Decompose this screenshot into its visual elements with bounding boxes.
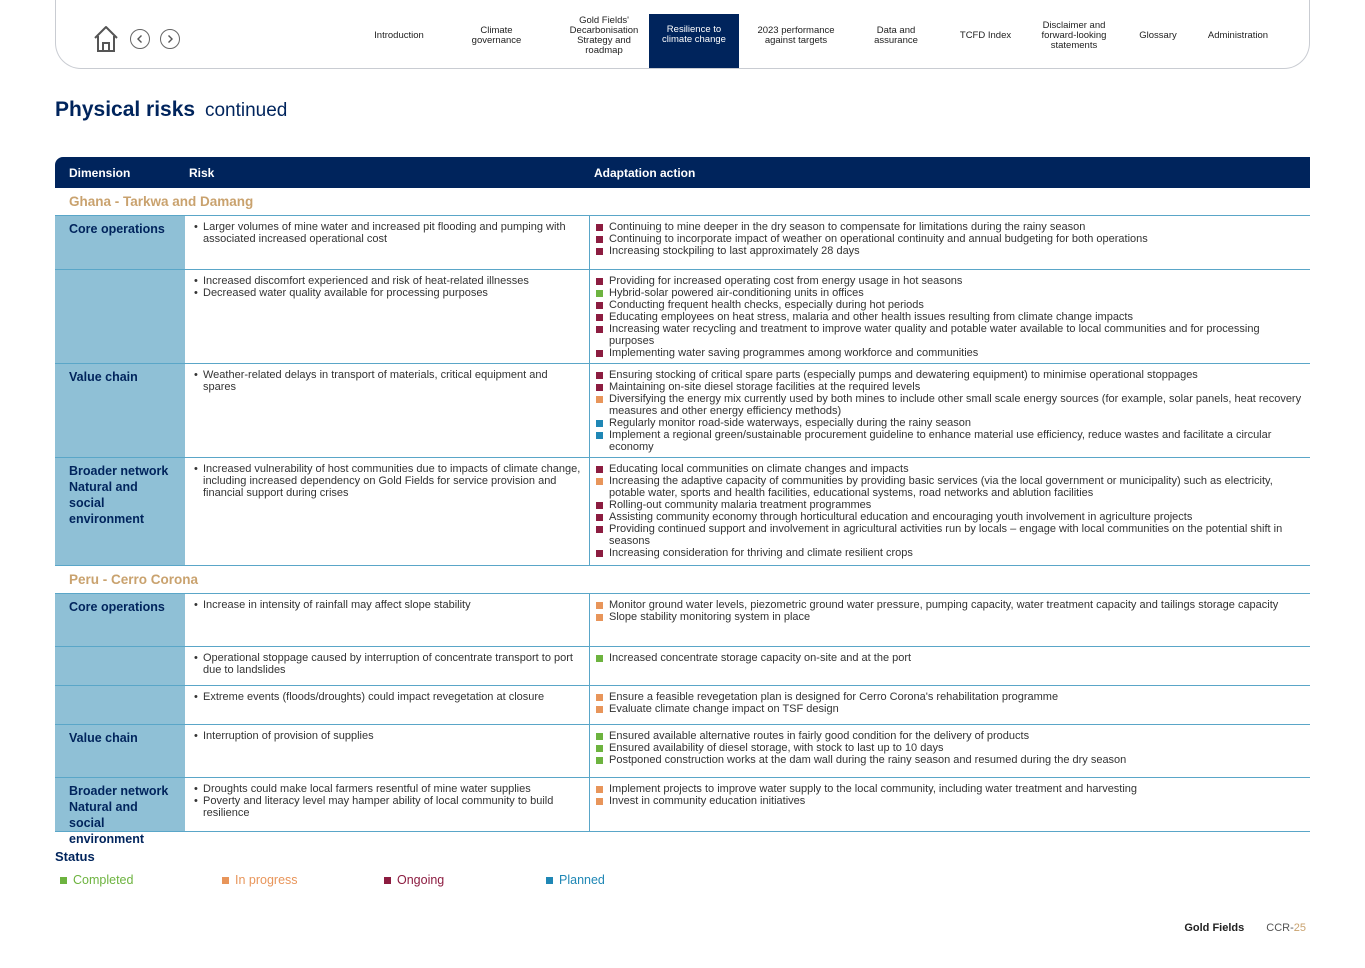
action-item	[596, 287, 1304, 299]
dimension-cell	[55, 686, 185, 724]
nav-tabs	[364, 14, 1276, 68]
action-text: Maintaining on-site diesel storage facilities at the required levels	[609, 381, 921, 393]
risk-cell	[185, 364, 590, 457]
dimension-cell: Broader network Natural and social environment	[55, 458, 185, 565]
risk-list	[189, 691, 581, 703]
action-item	[596, 463, 1304, 475]
action-cell	[590, 686, 1310, 724]
page-title	[55, 98, 287, 122]
header-adaptation-action: Adaptation action	[594, 165, 696, 180]
status-square-icon	[596, 550, 603, 557]
nav-tab[interactable]: TCFD Index	[959, 30, 1012, 41]
nav-tab[interactable]: Disclaimer and forward-looking statements	[1041, 20, 1107, 51]
action-cell	[590, 458, 1310, 565]
action-item	[596, 783, 1304, 795]
status-square-icon	[596, 745, 603, 752]
dimension-cell: Core operations	[55, 216, 185, 269]
action-cell	[590, 778, 1310, 831]
page-number-prefix: CCR-	[1266, 922, 1294, 934]
action-list	[596, 369, 1304, 453]
action-list	[596, 730, 1304, 766]
status-square-icon	[596, 236, 603, 243]
risk-list	[189, 783, 581, 819]
status-square-icon	[596, 372, 603, 379]
table-row	[55, 647, 1310, 686]
risk-item: • Poverty and literacy level may hamper ability of local community to build resilience	[189, 795, 581, 819]
dimension-cell	[55, 647, 185, 685]
nav-tab[interactable]: Glossary	[1139, 30, 1177, 41]
action-list	[596, 783, 1304, 807]
table-row	[55, 270, 1310, 364]
action-cell	[590, 364, 1310, 457]
action-text: Evaluate climate change impact on TSF design	[609, 703, 839, 715]
action-text: Implementing water saving programmes among workforce and communities	[609, 347, 979, 359]
legend-label: Completed	[73, 873, 134, 887]
risk-cell	[185, 778, 590, 831]
risk-cell	[185, 594, 590, 646]
risk-cell	[185, 725, 590, 777]
status-legend	[60, 873, 708, 887]
risk-item: • Decreased water quality available for processing purposes	[189, 287, 581, 299]
nav-tab[interactable]: Administration	[1207, 30, 1269, 41]
risk-cell	[185, 270, 590, 363]
table-row	[55, 686, 1310, 725]
action-text: Assisting community economy through horticultural education and encouraging youth involvement in agriculture projects	[609, 511, 1193, 523]
action-item	[596, 323, 1304, 347]
table-row	[55, 458, 1310, 566]
risk-item: • Increased vulnerability of host communities due to impacts of climate change, including increased dependency on Gold Fields for service provision and financial support during crises	[189, 463, 581, 499]
risk-list	[189, 730, 581, 742]
status-square-icon	[596, 502, 603, 509]
action-item	[596, 221, 1304, 233]
action-item	[596, 393, 1304, 417]
nav-tab[interactable]: 2023 performance against targets	[757, 25, 835, 46]
action-list	[596, 275, 1304, 359]
action-text: Educating employees on heat stress, malaria and other health issues resulting from climate change impacts	[609, 311, 1133, 323]
risk-item: • Droughts could make local farmers resentful of mine water supplies	[189, 783, 581, 795]
risk-item: • Extreme events (floods/droughts) could impact revegetation at closure	[189, 691, 581, 703]
action-item	[596, 599, 1304, 611]
action-item	[596, 475, 1304, 499]
legend-label: Planned	[559, 873, 605, 887]
risk-list	[189, 369, 581, 393]
action-text: Continuing to mine deeper in the dry season to compensate for limitations during the rainy season	[609, 221, 1086, 233]
status-square-icon	[596, 350, 603, 357]
action-list	[596, 599, 1304, 623]
action-text: Implement a regional green/sustainable procurement guideline to enhance material use efficiency, reduce wastes and facilitate a circular economy	[609, 429, 1272, 453]
action-item	[596, 523, 1304, 547]
action-text: Slope stability monitoring system in place	[609, 611, 811, 623]
risk-cell	[185, 216, 590, 269]
status-square-icon	[596, 478, 603, 485]
table-body	[55, 188, 1310, 846]
action-item	[596, 795, 1304, 807]
page-number-value: 25	[1293, 922, 1306, 934]
action-text: Conducting frequent health checks, especially during hot periods	[609, 299, 924, 311]
header-dimension: Dimension	[69, 165, 131, 180]
action-text: Diversifying the energy mix currently used by both mines to include other small scale energy sources (for example, solar panels, heat recovery measures and other energy efficiency methods)	[609, 393, 1302, 417]
action-item	[596, 245, 1304, 257]
action-item	[596, 311, 1304, 323]
status-square-icon	[596, 224, 603, 231]
action-text: Ensuring stocking of critical spare parts (especially pumps and dewatering equipment) to minimise operational stoppages	[609, 369, 1198, 381]
status-square-icon	[596, 314, 603, 321]
dimension-cell	[55, 270, 185, 363]
risk-list	[189, 221, 581, 245]
action-text: Monitor ground water levels, piezometric ground water pressure, pumping capacity, water treatment capacity and tailings storage capacity	[609, 599, 1279, 611]
risk-list	[189, 599, 581, 611]
action-text: Rolling-out community malaria treatment programmes	[609, 499, 872, 511]
table-header	[55, 157, 1310, 188]
page-title-main: Physical risks	[55, 98, 196, 121]
action-text: Increasing the adaptive capacity of communities by providing basic services (via the local government or municipality) such as electricity, potable water, sports and health facilities, educational systems, road networks and ablution facilities	[609, 475, 1273, 499]
legend-item-completed	[60, 873, 222, 887]
status-square-icon	[596, 290, 603, 297]
action-item	[596, 233, 1304, 245]
status-square-icon	[596, 432, 603, 439]
section-title: Peru - Cerro Corona	[55, 566, 1310, 594]
action-item	[596, 299, 1304, 311]
action-item	[596, 381, 1304, 393]
action-item	[596, 703, 1304, 715]
legend-square-icon	[546, 877, 553, 884]
status-square-icon	[596, 302, 603, 309]
action-text: Increasing water recycling and treatment to improve water quality and potable water available to local communities and for processing purposes	[609, 323, 1260, 347]
action-text: Increased concentrate storage capacity on-site and at the port	[609, 652, 912, 664]
action-item	[596, 347, 1304, 359]
action-item	[596, 369, 1304, 381]
dimension-cell: Value chain	[55, 364, 185, 457]
dimension-cell: Core operations	[55, 594, 185, 646]
status-square-icon	[596, 420, 603, 427]
risk-item: • Larger volumes of mine water and increased pit flooding and pumping with associated increased operational cost	[189, 221, 581, 245]
dimension-cell: Value chain	[55, 725, 185, 777]
action-text: Providing for increased operating cost from energy usage in hot seasons	[609, 275, 963, 287]
chevron-right-icon[interactable]	[160, 29, 180, 49]
table-row	[55, 216, 1310, 270]
action-item	[596, 417, 1304, 429]
status-square-icon	[596, 526, 603, 533]
action-item	[596, 611, 1304, 623]
action-item	[596, 499, 1304, 511]
action-text: Regularly monitor road-side waterways, especially during the rainy season	[609, 417, 971, 429]
action-text: Providing continued support and involvement in agricultural activities run by locals – engage with local communities on the potential shift in seasons	[609, 523, 1283, 547]
legend-label: In progress	[235, 873, 298, 887]
legend-item-planned	[546, 873, 708, 887]
nav-tab[interactable]: Introduction	[374, 30, 424, 41]
risk-item: • Operational stoppage caused by interruption of concentrate transport to port due to landslides	[189, 652, 581, 676]
risk-item: • Increased discomfort experienced and risk of heat-related illnesses	[189, 275, 581, 287]
action-item	[596, 652, 1304, 664]
status-square-icon	[596, 466, 603, 473]
risk-list	[189, 275, 581, 299]
action-text: Ensured available alternative routes in fairly good condition for the delivery of products	[609, 730, 1030, 742]
footer-brand: Gold Fields	[1184, 922, 1245, 934]
status-title: Status	[55, 849, 95, 864]
nav-tab[interactable]: Gold Fields' Decarbonisation Strategy and roadmap	[569, 15, 639, 56]
status-square-icon	[596, 706, 603, 713]
action-cell	[590, 647, 1310, 685]
header-risk: Risk	[189, 165, 215, 180]
legend-square-icon	[60, 877, 67, 884]
legend-square-icon	[222, 877, 229, 884]
section-title: Ghana - Tarkwa and Damang	[55, 188, 1310, 216]
risk-cell	[185, 686, 590, 724]
action-item	[596, 742, 1304, 754]
status-square-icon	[596, 396, 603, 403]
action-item	[596, 691, 1304, 703]
legend-label: Ongoing	[397, 873, 445, 887]
action-cell	[590, 725, 1310, 777]
risk-list	[189, 463, 581, 499]
status-square-icon	[596, 694, 603, 701]
action-item	[596, 429, 1304, 453]
action-cell	[590, 216, 1310, 269]
action-text: Educating local communities on climate changes and impacts	[609, 463, 909, 475]
action-item	[596, 730, 1304, 742]
action-text: Increasing stockpiling to last approximately 28 days	[609, 245, 860, 257]
risk-item: • Increase in intensity of rainfall may affect slope stability	[189, 599, 581, 611]
action-item	[596, 547, 1304, 559]
action-list	[596, 652, 1304, 664]
risk-list	[189, 652, 581, 676]
action-list	[596, 221, 1304, 257]
status-square-icon	[596, 514, 603, 521]
legend-item-in-progress	[222, 873, 384, 887]
action-text: Continuing to incorporate impact of weather on operational continuity and annual budgeting for both operations	[609, 233, 1148, 245]
table-row	[55, 364, 1310, 458]
legend-square-icon	[384, 877, 391, 884]
table-row	[55, 594, 1310, 647]
dimension-cell: Broader network Natural and social environment	[55, 778, 185, 831]
status-square-icon	[596, 326, 603, 333]
action-text: Ensure a feasible revegetation plan is designed for Cerro Corona's rehabilitation programme	[609, 691, 1059, 703]
table-row	[55, 725, 1310, 778]
action-list	[596, 691, 1304, 715]
status-square-icon	[596, 733, 603, 740]
action-text: Implement projects to improve water supply to the local community, including water treatment and harvesting	[609, 783, 1138, 795]
action-text: Invest in community education initiatives	[609, 795, 806, 807]
risk-item: • Interruption of provision of supplies	[189, 730, 581, 742]
status-square-icon	[596, 798, 603, 805]
action-item	[596, 754, 1304, 766]
action-list	[596, 463, 1304, 559]
physical-risks-table	[55, 157, 1310, 846]
status-square-icon	[596, 614, 603, 621]
nav-icon-group	[92, 24, 180, 54]
action-text: Hybrid-solar powered air-conditioning units in offices	[609, 287, 864, 299]
footer	[1184, 922, 1306, 934]
action-cell	[590, 270, 1310, 363]
status-square-icon	[596, 757, 603, 764]
nav-tab[interactable]: Resilience to climate change	[649, 14, 739, 68]
chevron-left-icon[interactable]	[130, 29, 150, 49]
action-item	[596, 511, 1304, 523]
status-square-icon	[596, 248, 603, 255]
nav-tab[interactable]: Climate governance	[471, 25, 522, 46]
page-number	[1266, 922, 1306, 934]
risk-cell	[185, 647, 590, 685]
action-item	[596, 275, 1304, 287]
page-title-suffix: continued	[204, 100, 288, 121]
action-text: Increasing consideration for thriving and climate resilient crops	[609, 547, 913, 559]
action-text: Postponed construction works at the dam wall during the rainy season and resumed during the dry season	[609, 754, 1127, 766]
table-row	[55, 778, 1310, 846]
status-square-icon	[596, 786, 603, 793]
status-square-icon	[596, 655, 603, 662]
risk-cell	[185, 458, 590, 565]
action-text: Ensured availability of diesel storage, with stock to last up to 10 days	[609, 742, 944, 754]
status-square-icon	[596, 602, 603, 609]
nav-tab[interactable]: Data and assurance	[874, 25, 918, 46]
action-cell	[590, 594, 1310, 646]
home-icon[interactable]	[92, 24, 120, 54]
top-navigation	[55, 0, 1310, 69]
status-square-icon	[596, 384, 603, 391]
legend-item-ongoing	[384, 873, 546, 887]
status-square-icon	[596, 278, 603, 285]
risk-item: • Weather-related delays in transport of materials, critical equipment and spares	[189, 369, 581, 393]
